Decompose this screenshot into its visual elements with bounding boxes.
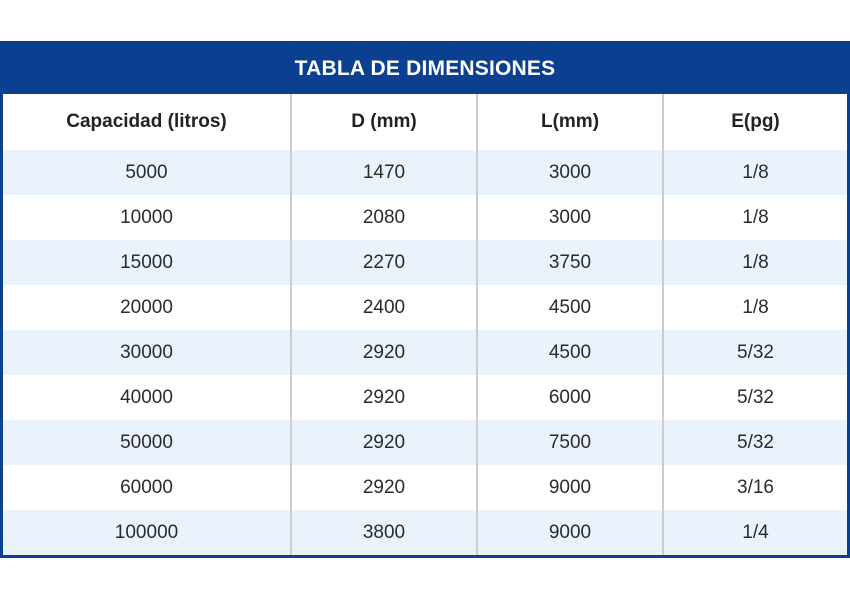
cell-d: 2080 — [291, 195, 477, 240]
cell-capacidad: 20000 — [3, 285, 291, 330]
table-row — [3, 510, 847, 555]
table-row — [3, 195, 847, 240]
column-header-l: L(mm) — [477, 94, 663, 150]
column-header-capacidad: Capacidad (litros) — [3, 94, 291, 150]
cell-e: 5/32 — [663, 330, 847, 375]
table-row — [3, 285, 847, 330]
cell-l: 7500 — [477, 420, 663, 465]
cell-d: 2920 — [291, 465, 477, 510]
cell-e: 1/8 — [663, 195, 847, 240]
cell-l: 9000 — [477, 510, 663, 555]
cell-l: 3000 — [477, 150, 663, 195]
cell-e: 1/8 — [663, 285, 847, 330]
cell-d: 1470 — [291, 150, 477, 195]
cell-d: 2270 — [291, 240, 477, 285]
cell-l: 3000 — [477, 195, 663, 240]
dimensions-table — [3, 94, 847, 555]
cell-capacidad: 15000 — [3, 240, 291, 285]
cell-l: 9000 — [477, 465, 663, 510]
header-row — [3, 94, 847, 150]
cell-l: 4500 — [477, 330, 663, 375]
cell-capacidad: 40000 — [3, 375, 291, 420]
column-header-e: E(pg) — [663, 94, 847, 150]
column-header-d: D (mm) — [291, 94, 477, 150]
table-row — [3, 240, 847, 285]
cell-d: 2920 — [291, 420, 477, 465]
cell-capacidad: 10000 — [3, 195, 291, 240]
cell-l: 6000 — [477, 375, 663, 420]
cell-e: 5/32 — [663, 420, 847, 465]
cell-capacidad: 50000 — [3, 420, 291, 465]
cell-l: 3750 — [477, 240, 663, 285]
cell-l: 4500 — [477, 285, 663, 330]
cell-e: 1/8 — [663, 240, 847, 285]
cell-d: 2920 — [291, 330, 477, 375]
cell-d: 3800 — [291, 510, 477, 555]
cell-capacidad: 30000 — [3, 330, 291, 375]
cell-e: 5/32 — [663, 375, 847, 420]
table-row — [3, 465, 847, 510]
cell-capacidad: 60000 — [3, 465, 291, 510]
cell-e: 3/16 — [663, 465, 847, 510]
cell-e: 1/8 — [663, 150, 847, 195]
table-title: TABLA DE DIMENSIONES — [3, 44, 847, 94]
table-row — [3, 150, 847, 195]
cell-capacidad: 5000 — [3, 150, 291, 195]
cell-d: 2400 — [291, 285, 477, 330]
cell-capacidad: 100000 — [3, 510, 291, 555]
dimensions-table-frame — [0, 41, 850, 558]
cell-d: 2920 — [291, 375, 477, 420]
table-row — [3, 330, 847, 375]
table-row — [3, 420, 847, 465]
cell-e: 1/4 — [663, 510, 847, 555]
table-row — [3, 375, 847, 420]
